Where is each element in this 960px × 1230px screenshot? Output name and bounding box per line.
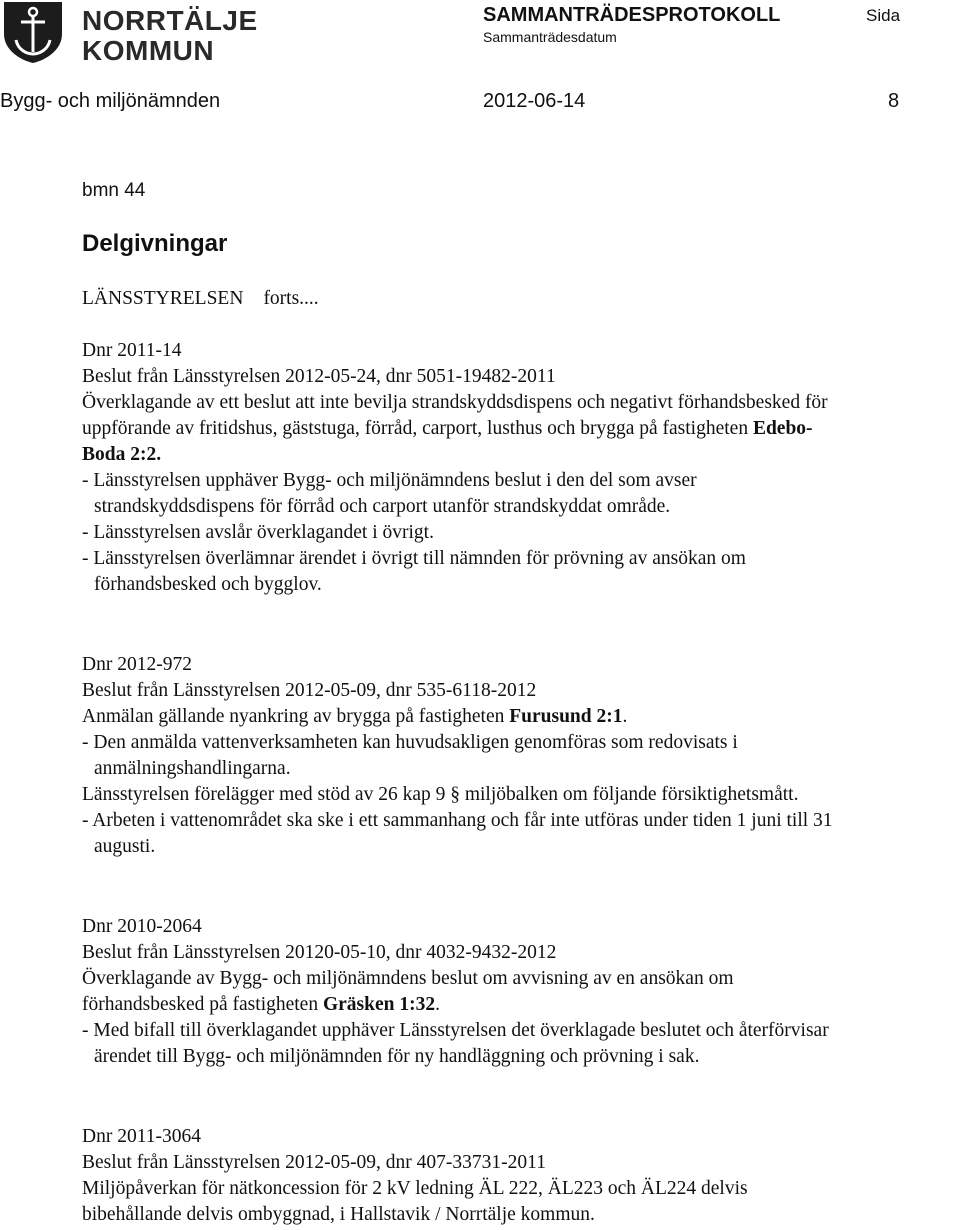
anchor-shield-icon [0,0,66,64]
property-name: Furusund 2:1 [509,706,623,727]
case-decision: Beslut från Länsstyrelsen 2012-05-09, dnr 535-6118-2012 [82,680,537,701]
property-name: Edebo- [752,418,813,439]
section-heading [82,287,319,311]
case-dnr: Dnr 2011-14 [82,340,182,361]
case-text-line: bibehållande delvis ombyggnad, i Hallstavik / Norrtälje kommun. [82,1204,595,1225]
property-name: Boda 2:2. [82,444,162,465]
case-text-line: ärendet till Bygg- och miljönämnden för ny handläggning och prövning i sak. [94,1046,700,1067]
case-text-span: Anmälan gällande nyankring av brygga på fastigheten [82,706,510,727]
case-text-span: . [435,994,440,1015]
committee-name: Bygg- och miljönämnden [0,90,221,112]
case-text-line: - Länsstyrelsen avslår överklagandet i övrigt. [82,522,434,543]
case-text-line [82,417,813,441]
case-dnr: Dnr 2010-2064 [82,916,202,937]
case-decision: Beslut från Länsstyrelsen 20120-05-10, dnr 4032-9432-2012 [82,942,557,963]
meeting-date: 2012-06-14 [483,90,586,112]
case-text-line [82,993,440,1017]
case-dnr: Dnr 2011-3064 [82,1126,201,1147]
case-text-line: strandskyddsdispens för förråd och carport utanför strandskyddat område. [94,496,671,517]
protocol-subtitle: Sammanträdesdatum [483,29,617,45]
case-dnr: Dnr 2012-972 [82,654,192,675]
municipality-logo [0,0,258,66]
page-number: 8 [888,90,900,112]
case-text-line [82,705,627,729]
case-text-span: uppförande av fritidshus, gäststuga, förråd, carport, lusthus och brygga på fastigheten [82,418,753,439]
paragraph-ref: bmn 44 [82,180,146,201]
case-text-line: anmälningshandlingarna. [94,758,291,779]
case-text-line: Överklagande av ett beslut att inte bevilja strandskyddsdispens och negativt förhandsbesked för [82,392,828,413]
section-continued: forts.... [263,288,319,309]
case-text-line: - Arbeten i vattenområdet ska ske i ett sammanhang och får inte utföras under tiden 1 juni till 31 [82,810,833,831]
case-text-span: . [622,706,628,727]
logo-text-line1: NORRTÄLJE [82,5,258,36]
page-label: Sida [866,6,901,25]
case-text-line: - Med bifall till överklagandet upphäver Länsstyrelsen det överklagade beslutet och återförvisar [82,1020,829,1041]
case-text-span: förhandsbesked på fastigheten [82,994,323,1015]
case-text-line: förhandsbesked och bygglov. [94,574,322,595]
case-text-line: augusti. [94,836,156,857]
case-text-line: - Den anmälda vattenverksamheten kan huvudsakligen genomföras som redovisats i [82,732,738,753]
property-name: Gräsken 1:32 [322,994,436,1015]
case-decision: Beslut från Länsstyrelsen 2012-05-09, dnr 407-33731-2011 [82,1152,546,1173]
case-decision: Beslut från Länsstyrelsen 2012-05-24, dnr 5051-19482-2011 [82,366,556,387]
case-text-line [82,443,161,467]
case-text-line: - Länsstyrelsen upphäver Bygg- och miljönämndens beslut i den del som avser [82,470,697,491]
page-title: Delgivningar [82,230,228,257]
logo-text-line2: KOMMUN [82,35,215,66]
case-text-line: Miljöpåverkan för nätkoncession för 2 kV ledning ÄL 222, ÄL223 och ÄL224 delvis [82,1178,748,1199]
case-text-line: Överklagande av Bygg- och miljönämndens beslut om avvisning av en ansökan om [82,968,734,989]
case-text-line: - Länsstyrelsen överlämnar ärendet i övrigt till nämnden för prövning av ansökan om [82,548,746,569]
protocol-title: SAMMANTRÄDESPROTOKOLL [483,4,781,26]
case-text-line: Länsstyrelsen förelägger med stöd av 26 kap 9 § miljöbalken om följande försiktighetsmått. [82,784,799,805]
logo-text [82,6,258,66]
section-label: LÄNSSTYRELSEN [82,288,244,309]
